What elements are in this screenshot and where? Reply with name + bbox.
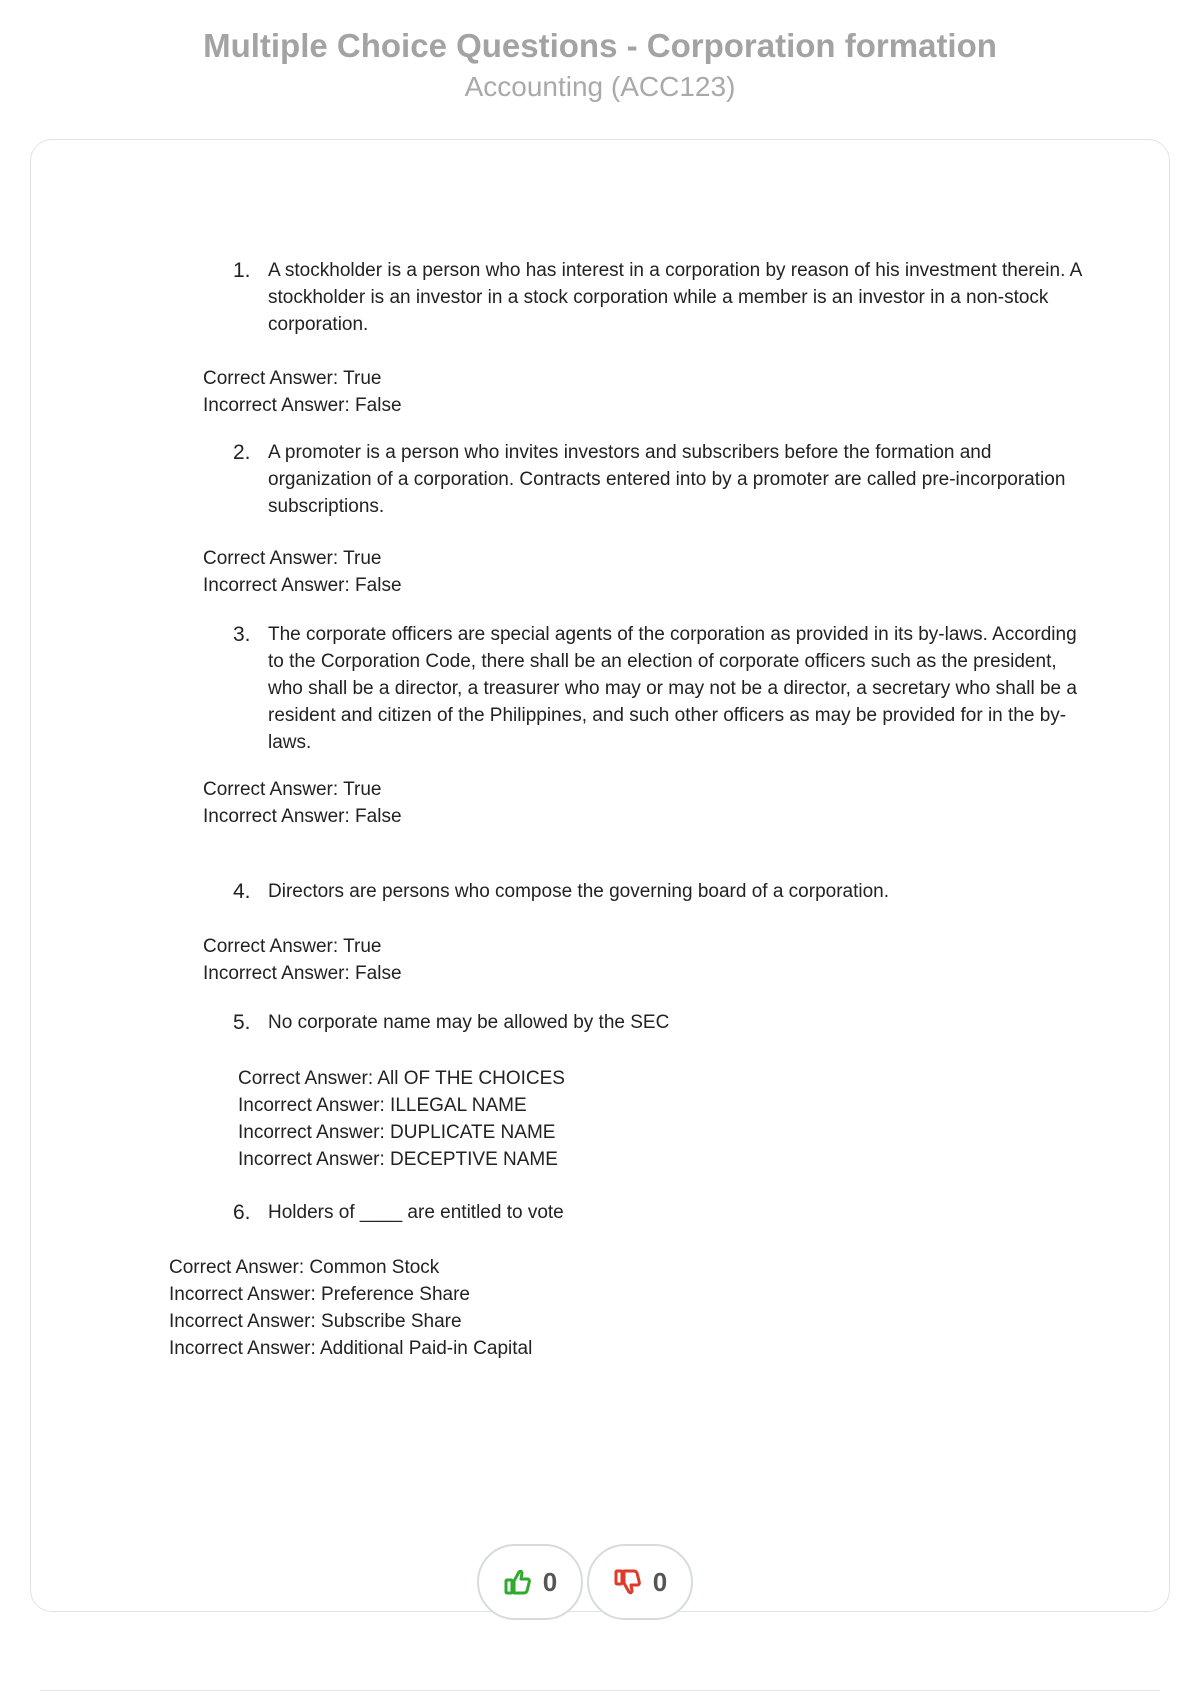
- question-number: 6.: [233, 1201, 251, 1224]
- question-4: [233, 878, 1093, 905]
- upvote-count: 0: [542, 1566, 558, 1597]
- answer-list-4: [203, 933, 402, 987]
- answer-item: Incorrect Answer: Subscribe Share: [169, 1311, 462, 1332]
- answer-item: Correct Answer: All OF THE CHOICES: [238, 1068, 565, 1089]
- question-3: [233, 621, 1093, 756]
- answer-item: Correct Answer: True: [203, 368, 382, 389]
- question-1: [233, 257, 1093, 338]
- answer-item: Incorrect Answer: DECEPTIVE NAME: [238, 1149, 558, 1170]
- question-number: 2.: [233, 441, 251, 464]
- question-2: [233, 439, 1093, 520]
- question-number: 5.: [233, 1011, 251, 1034]
- answer-item: Incorrect Answer: Preference Share: [169, 1284, 470, 1305]
- answer-item: Incorrect Answer: False: [203, 395, 402, 416]
- upvote-button[interactable]: [477, 1544, 583, 1620]
- answer-list-2: [203, 545, 402, 599]
- question-text: No corporate name may be allowed by the SEC: [268, 1012, 670, 1033]
- question-number: 3.: [233, 623, 251, 646]
- thumbs-down-icon: [613, 1568, 643, 1596]
- question-text: A stockholder is a person who has interest in a corporation by reason of his investment therein. A stockholder is an investor in a stock corporation while a member is an investor in a non-stock corporation.: [268, 260, 1082, 335]
- answer-item: Incorrect Answer: Additional Paid-in Capital: [169, 1338, 533, 1359]
- question-number: 4.: [233, 880, 251, 903]
- divider: [40, 1690, 1160, 1691]
- course-subtitle: Accounting (ACC123): [464, 71, 736, 102]
- page-header: [0, 0, 1200, 104]
- downvote-count: 0: [652, 1566, 668, 1597]
- answer-item: Incorrect Answer: False: [203, 806, 402, 827]
- answer-list-1: [203, 365, 402, 419]
- question-text: Holders of ____ are entitled to vote: [268, 1202, 564, 1223]
- downvote-button[interactable]: [587, 1544, 693, 1620]
- answer-list-3: [203, 776, 402, 830]
- answer-item: Correct Answer: Common Stock: [169, 1257, 440, 1278]
- answer-list-5: [238, 1065, 565, 1173]
- question-text: The corporate officers are special agents of the corporation as provided in its by-laws. According to the Corporation Code, there shall be an election of corporate officers such as the president, who shall be a director, a treasurer who may or may not be a director, a secretary who shall be a resident and citizen of the Philippines, and such other officers as may be provided for in the by-laws.: [268, 624, 1077, 753]
- page-title: Multiple Choice Questions - Corporation formation: [203, 27, 997, 64]
- question-6: [233, 1199, 1093, 1226]
- document-card: [30, 139, 1170, 1612]
- answer-item: Correct Answer: True: [203, 548, 382, 569]
- answer-item: Incorrect Answer: False: [203, 575, 402, 596]
- vote-controls: [477, 1544, 697, 1624]
- answer-item: Incorrect Answer: ILLEGAL NAME: [238, 1095, 527, 1116]
- thumbs-up-icon: [503, 1568, 533, 1596]
- question-text: Directors are persons who compose the governing board of a corporation.: [268, 881, 890, 902]
- answer-item: Incorrect Answer: DUPLICATE NAME: [238, 1122, 556, 1143]
- question-5: [233, 1009, 1093, 1036]
- answer-list-6: [169, 1254, 532, 1362]
- answer-item: Incorrect Answer: False: [203, 963, 402, 984]
- question-text: A promoter is a person who invites investors and subscribers before the formation and organization of a corporation. Contracts entered into by a promoter are called pre-incorporation subscriptions.: [268, 442, 1066, 517]
- question-number: 1.: [233, 259, 251, 282]
- answer-item: Correct Answer: True: [203, 936, 382, 957]
- answer-item: Correct Answer: True: [203, 779, 382, 800]
